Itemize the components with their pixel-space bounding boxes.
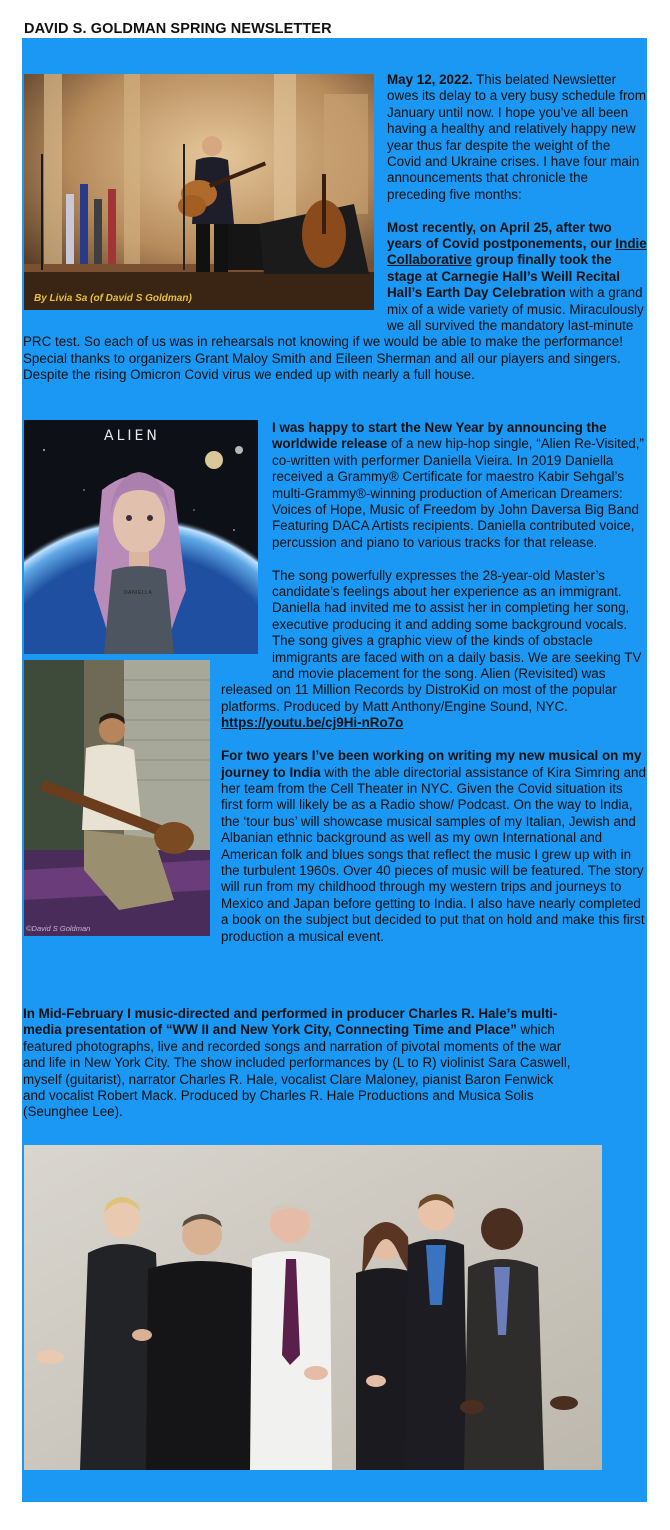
section-ww2 bbox=[23, 1006, 575, 1121]
alien-cover-title: ALIEN bbox=[104, 428, 160, 444]
alien-headline: I was happy to start the New Year by announcing the worldwide release bbox=[272, 420, 607, 452]
ww2-text: which featured photographs, live and recorded songs and narration of pivotal moments of the war and life in New York City. The show included performances by (L to R) violinist Sara Caswell, myself (guitarist), narrator Charles R. Hale, vocalist Clare Maloney, pianist Baron Fenwick and vocalist Robert Mack. Produced by Charles R. Hale Productions and Musica Solis (Seunghee Lee). bbox=[23, 1022, 571, 1120]
newsletter-date: May 12, 2022. bbox=[387, 72, 473, 87]
newsletter-title: DAVID S. GOLDMAN SPRING NEWSLETTER bbox=[24, 21, 332, 37]
musical-headline: For two years I’ve been working on writing my new musical on my journey to India bbox=[221, 748, 642, 780]
alien-song-text: The song powerfully expresses the 28-year-old Master’s candidate’s feelings about her experience as an immigrant. Daniella had invited me to assist her in completing her song, executive producing it and adding some background vocals. The song gives a graphic view of the kinds of obstacle immigrants are faced with on a daily basis. We are seeking TV and movie placement for the song. Alien (Revisited) was released on 11 Million Records by DistroKid on most of the popular platforms. Produced by Matt Anthony/Engine Sound, NYC. bbox=[221, 567, 642, 714]
musical-text: with the able directorial assistance of Kira Simring and her team from the Cell Theater in NYC. Given the Covid situation its first form will likely be as a Radio show/ Podcast. On the way to India, the ‘tour bus’ will showcase musical samples of my Italian, Jewish and Albanian ethnic background as well as my own International and American folk and blues songs that reflect the music I grew up with in the turbulent 1960s. Over 40 pieces of music will be featured. The story will run from my childhood through my western trips and journeys to Mexico and Japan before getting to India. I also have nearly completed a book on the subject but decided to put that on hold and make this first production a musical event. bbox=[221, 764, 646, 944]
section-carnegie bbox=[23, 72, 647, 384]
section-alien-and-musical bbox=[23, 420, 647, 950]
intro-text: This belated Newsletter owes its delay to a very busy schedule from January until now. I hope you’ve all been having a healthy and relatively happy new year thus far despite the weight of the Covid and Ukraine crises. I have four main announcements that chronicle the preceding five months: bbox=[387, 72, 647, 202]
alien-text: of a new hip-hop single, “Alien Re-Visited,” co-written with performer Daniella Vieira. In 2019 Daniella received a Grammy® Certificate for maestro Kabir Sehgal’s multi-Grammy®-winning production of American Dreamers: Voices of Hope, Music of Freedom by John Daversa Big Band Featuring DACA Artists recipients. Daniella contributed voice, percussion and piano to various tracks for that release. bbox=[272, 436, 644, 550]
group-photo bbox=[24, 1145, 602, 1470]
carnegie-headline-a: Most recently, on April 25, after two years of Covid postponements, our bbox=[387, 219, 616, 252]
indie-collaborative-link[interactable]: Indie Collaborative bbox=[387, 236, 647, 268]
sitar-photo-caption: ©David S Goldman bbox=[26, 924, 91, 933]
alien-cover-tag: DANIELLA bbox=[124, 590, 153, 596]
carnegie-text: with a grand mix of a wide variety of music. Miraculously we all survived the mandatory last-minute PRC test. So each of us was in rehearsals not knowing if we would be able to make the performance! Special thanks to organizers Grant Maloy Smith and Eileen Sherman and all our players and singers. Despite the rising Omicron Covid virus we ended up with nearly a full house. bbox=[23, 285, 644, 383]
concert-photo-caption: By Livia Sa (of David S Goldman) bbox=[34, 293, 192, 304]
carnegie-headline-b: group finally took the stage at Carnegie Hall’s Weill Recital Hall’s Earth Day Celebration bbox=[387, 252, 620, 301]
ww2-headline: In Mid-February I music-directed and performed in producer Charles R. Hale’s multi-media presentation of “WW II and New York City, Connecting Time and Place” bbox=[23, 1006, 558, 1038]
youtube-link[interactable]: https://youtu.be/cj9Hi-nRo7o bbox=[221, 715, 404, 731]
